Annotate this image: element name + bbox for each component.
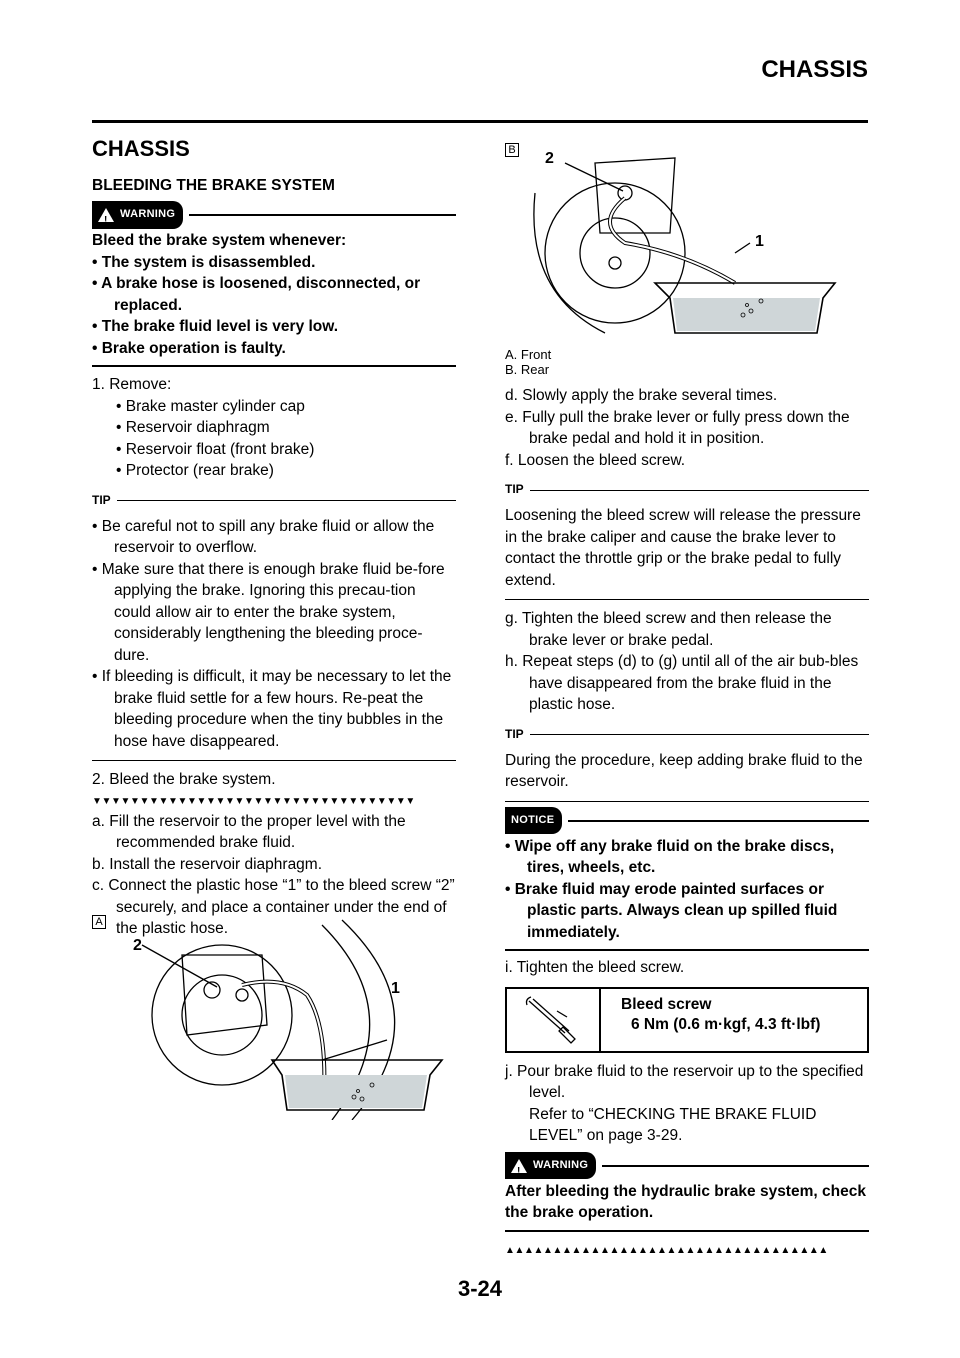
left-column: [92, 204, 456, 940]
right-column: [505, 347, 869, 1258]
substeps-def: d. Slowly apply the brake several times. e. Fully pull the brake lever or fully press down the brake pedal and hold it in position. f. Loosen the bleed screw.: [505, 387, 850, 469]
torque-wrench-icon: [507, 989, 601, 1051]
tip-1: • Be careful not to spill any brake fluid or allow the reservoir to overflow. • Make sure that there is enough brake fluid be-fore applying the brake. Ignoring this precau-tion could allow air to enter the brake system, considerably lengthening the bleeding proce-dure. • If bleeding is difficult, it may be necessary to let the brake fluid settle for a few hours. Re-peat the bleeding procedure when the tiny bubbles in the hose have disappeared.: [92, 517, 452, 750]
running-header: CHASSIS: [761, 56, 868, 83]
tip-3: During the procedure, keep adding brake fluid to the reservoir.: [505, 751, 863, 790]
figure-a-callout-2: 2: [133, 937, 142, 954]
substeps-abc: a. Fill the reservoir to the proper level with the recommended brake fluid. b. Install the reservoir diaphragm. c. Connect the plastic hose “1” to the bleed screw “2” securely, and place a container under the end of the plastic hose.: [92, 812, 455, 937]
spec-name: Bleed screw: [621, 995, 712, 1013]
torque-spec-box: [505, 987, 869, 1053]
figure-caption-front: A. Front: [505, 347, 552, 362]
step-j: j. Pour brake fluid to the reservoir up to the specified level. Refer to “CHECKING THE BRAKE FLUID LEVEL” on page 3-29.: [505, 1062, 864, 1144]
page-number: 3-24: [457, 1276, 503, 1301]
figure-a-callout-1: 1: [391, 980, 400, 997]
tip-label-row-2: TIP: [505, 479, 869, 501]
end-marker: ▲▲▲▲▲▲▲▲▲▲▲▲▲▲▲▲▲▲▲▲▲▲▲▲▲▲▲▲▲▲▲▲▲▲: [505, 1244, 828, 1256]
figure-b-label: B: [505, 143, 519, 157]
notice-text: • Wipe off any brake fluid on the brake discs, tires, wheels, etc. • Brake fluid may erode painted surfaces or plastic parts. Always clean up spilled fluid immediately.: [505, 837, 838, 941]
step-1: 1. Remove: • Brake master cylinder cap • Reservoir diaphragm • Reservoir float (front brake) • Protector (rear brake): [92, 376, 315, 479]
warning-badge: ! WARNING: [92, 201, 183, 229]
begin-marker: ▼▼▼▼▼▼▼▼▼▼▼▼▼▼▼▼▼▼▼▼▼▼▼▼▼▼▼▼▼▼▼▼▼▼: [92, 795, 415, 807]
warning-2-text: After bleeding the hydraulic brake system, check the brake operation.: [505, 1182, 866, 1221]
tip-label-row-3: TIP: [505, 724, 869, 746]
notice-badge: NOTICE: [505, 807, 562, 835]
step-2: 2. Bleed the brake system.: [92, 771, 276, 788]
tip-label-row: TIP: [92, 490, 456, 512]
step-i: i. Tighten the bleed screw.: [505, 959, 685, 976]
notice-label-row: [505, 810, 869, 832]
section-title: CHASSIS: [92, 136, 190, 161]
warning-label-row: [92, 204, 456, 226]
warning-label-row-2: [505, 1155, 869, 1177]
figure-a-label: A: [92, 915, 106, 929]
subsection-title: BLEEDING THE BRAKE SYSTEM: [92, 177, 335, 194]
spec-value: 6 Nm (0.6 m·kgf, 4.3 ft·lbf): [631, 1015, 821, 1033]
figure-caption-rear: B. Rear: [505, 362, 550, 377]
warning-triangle-icon: !: [511, 1159, 527, 1173]
warning-text: Bleed the brake system whenever: • The system is disassembled. • A brake hose is loosened, disconnected, or replaced. • The brake fluid level is very low. • Brake operation is faulty.: [92, 232, 421, 357]
figure-b-callout-1: 1: [755, 233, 764, 250]
figure-front-brake-bleeding: [92, 915, 456, 1120]
figure-b-callout-2: 2: [545, 150, 554, 167]
warning-badge-2: ! WARNING: [505, 1152, 596, 1180]
warning-triangle-icon: !: [98, 208, 114, 222]
figure-rear-brake-bleeding: [505, 143, 869, 343]
header-rule: [92, 120, 868, 123]
substeps-gh: g. Tighten the bleed screw and then release the brake lever or brake pedal. h. Repeat steps (d) to (g) until all of the air bub-bles have disappeared from the brake fluid in the plastic hose.: [505, 610, 859, 713]
tip-2: Loosening the bleed screw will release the pressure in the brake caliper and cause the brake lever to contact the throttle grip or the brake pedal to fully extend.: [505, 507, 861, 589]
